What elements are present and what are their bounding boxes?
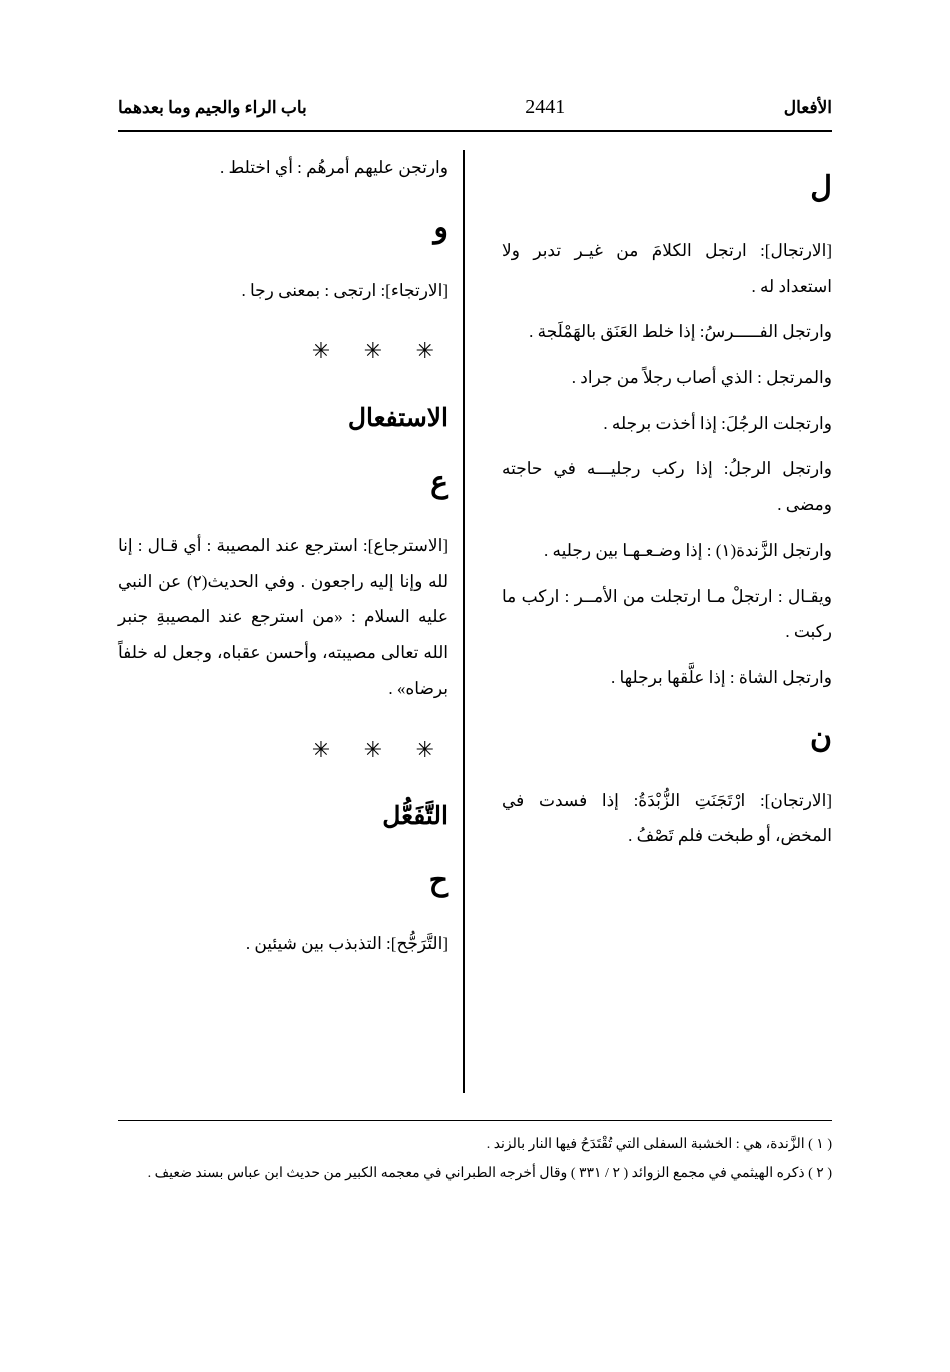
section-heading-tafaul: التَّفَعُّل [382, 802, 448, 830]
dictionary-entry [502, 406, 832, 442]
header-divider [118, 130, 832, 132]
dictionary-entry [118, 528, 448, 706]
entry-text: [الارتجان]: ارْتَجَنَتِ الزُّبْدَةُ: إذا فسدت في المخض، أو طبخت فلم تَصْفُ . [502, 790, 832, 846]
letter-heading-lam: ل [810, 171, 832, 204]
letter-heading-noon: ن [809, 720, 832, 754]
entry-text: ويقـال : ارتجلْ مـا ارتجلت من الأمــر : اركب ما ركبت . [502, 586, 832, 642]
page-number: 2441 [525, 96, 566, 118]
entry-text: وارتجل الفـــــرسُ: إذا خلط العَنَق بالهَمْلَجة . [529, 322, 832, 342]
letter-heading-haa: ح [428, 864, 448, 898]
entry-text: [الارتجاء]: ارتجى : بمعنى رجا . [241, 280, 448, 300]
footnote-item: ( ١ ) الزَّندة، هي : الخشبة السفلى التي تُقْتَدَحُ فيها النار بالزند . [486, 1137, 832, 1152]
dictionary-entry [502, 451, 832, 522]
letter-heading-waw: و [433, 210, 448, 244]
footnote-item: ( ٢ ) ذكره الهيثمي في مجمع الزوائد ( ٢ / ٣٣١ ) وقال أخرجه الطبراني في معجمه الكبير من حديث ابن عباس بسند ضعيف . [147, 1166, 832, 1182]
dictionary-entry [502, 660, 832, 696]
section-heading-istifaal: الاستفعال [347, 404, 448, 432]
dictionary-entry [502, 314, 832, 350]
entry-text: وارتجل الزَّندة(١) : إذا وضـعـهـا بين رجليه . [544, 540, 832, 560]
dictionary-entry [502, 360, 832, 396]
column-left [118, 150, 448, 1105]
dictionary-entry [502, 233, 832, 304]
header-left-label: الأفعال [783, 98, 832, 117]
entry-text: وارتجل الشاة : إذا علَّقها برجلها . [610, 667, 832, 687]
entry-text: وارتجل الرجلُ: إذا ركب رجليـــه في حاجته ومضى . [502, 459, 832, 515]
section-separator-stars: ✳ ✳ ✳ [311, 736, 448, 762]
entry-text: وارتجن عليهم أمرهُم : أي اختلط . [220, 158, 448, 177]
dictionary-entry [118, 926, 448, 962]
body-columns [118, 150, 832, 1105]
header-right-label: باب الراء والجيم وما بعدهما [118, 98, 307, 117]
dictionary-entry [118, 273, 448, 309]
dictionary-entry [502, 533, 832, 569]
column-divider [463, 150, 465, 1093]
page-header [118, 96, 832, 136]
entry-text: والمرتجل : الذي أصاب رجلاً من جراد . [571, 368, 832, 388]
dictionary-entry [118, 150, 448, 186]
entry-text: وارتجلت الرجُلَ: إذا أخذت برجله . [603, 413, 832, 433]
section-separator-stars: ✳ ✳ ✳ [311, 338, 448, 364]
entry-text: [الارتجال]: ارتجل الكلامَ من غيـر تدبر ولا استعداد له . [502, 241, 832, 296]
entry-text: [الاسترجاع]: استرجع عند المصيبة : أي قـال : إنا لله وإنا إليه راجعون . وفي الحديث(٢) عن النبي عليه السلام : «من استرجع عند المصيبةِ جنبر الله تعالى مصيبته، وأحسن عقباه، وجعل له خلفاً برضاه» . [118, 536, 448, 698]
footnote-divider [118, 1120, 832, 1121]
dictionary-entry [502, 783, 832, 854]
dictionary-entry [502, 579, 832, 650]
entry-text: [التَّرَجُّح]: التذبذب بين شيئين . [245, 934, 448, 954]
column-right [502, 150, 832, 1105]
footnotes-block [118, 1120, 832, 1190]
letter-heading-ain: ع [430, 466, 448, 500]
